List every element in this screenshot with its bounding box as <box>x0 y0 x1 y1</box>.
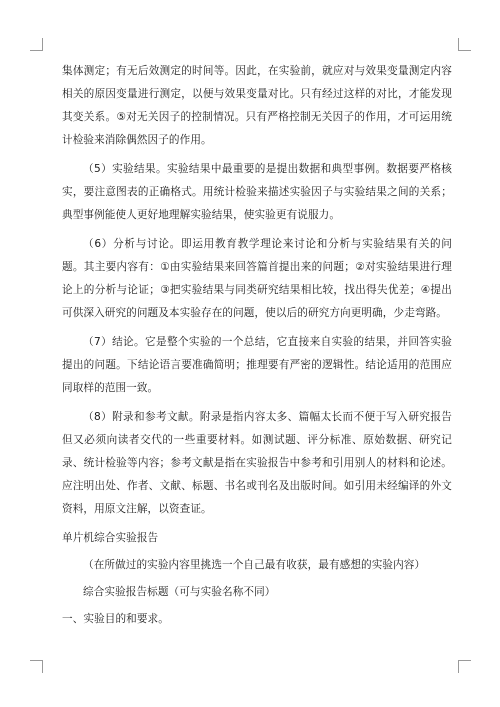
crop-mark-top-right <box>458 38 471 51</box>
report-heading: 单片机综合实验报告 <box>62 532 159 544</box>
paragraph-conclusion: （7）结论。它是整个实验的一个总结，它直接来自实验的结果，并回答实验提出的问题。下结论语言要准确简明；推理要有严密的逻辑性。结论适用的范围应同取样的范围一致。 <box>62 336 452 394</box>
crop-mark-bottom-left <box>30 660 43 673</box>
crop-mark-top-left <box>30 38 43 51</box>
paragraph-experiment-results: （5）实验结果。实验结果中最重要的是提出数据和典型事例。数据要严格核实，要注意图表的正确格式。用统计检验来描述实验因子与实验结果之间的关系；典型事例能使人更好地理解实验结果，使实验更有说服力。 <box>62 163 452 221</box>
paragraph-analysis-discussion: （6）分析与讨论。即运用教育教学理论来讨论和分析与实验结果有关的问题。其主要内容有：①由实验结果来回答篇首提出来的问题；②对实验结果进行理论上的分析与论证；③把实验结果与同类研究结果相比较，找出得失优差；④提出可供深入研究的问题及本实验存在的问题，使以后的研究方向更明确，少走弯路。 <box>62 238 452 319</box>
paragraph-continuation: 集体测定；有无后效测定的时间等。因此，在实验前，就应对与效果变量测定内容相关的原因变量进行测定，以便与效果变量对比。只有经过这样的对比，才能发现其变关系。⑤对无关因子的控制情况。只有严格控制无关因子的作用，才可运用统计检验来消除偶然因子的作用。 <box>62 65 452 146</box>
crop-mark-bottom-right <box>458 660 471 673</box>
report-title-hint: 综合实验报告标题（可与实验名称不同） <box>83 586 276 598</box>
report-instruction: （在所做过的实验内容里挑选一个自己最有收获，最有感想的实验内容） <box>83 559 426 571</box>
paragraph-appendix-references: （8）附录和参考文献。附录是指内容太多、篇幅太长而不便于写入研究报告但又必须向读者交代的一些重要材料。如测试题、评分标准、原始数据、研究记录、统计检验等内容；参考文献是指在实验报告中参考和引用别人的材料和论述。应注明出处、作者、文献、标题、书名或刊名及出版时间。如引用未经编译的外文资料，用原文注解，以资查证。 <box>62 411 452 515</box>
section-objectives-heading: 一、实验目的和要求。 <box>62 613 169 625</box>
document-body <box>62 60 452 631</box>
